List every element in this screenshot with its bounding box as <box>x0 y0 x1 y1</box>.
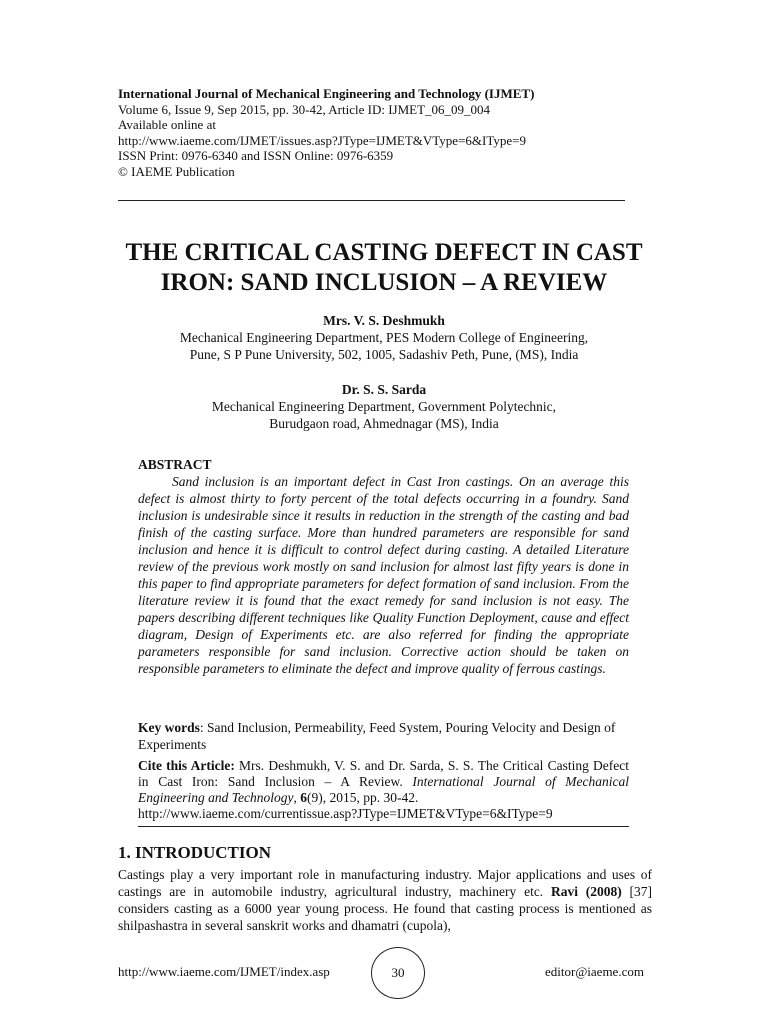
cite-volume: 6 <box>300 790 307 805</box>
journal-header <box>118 86 658 180</box>
section-heading: 1. INTRODUCTION <box>118 843 272 862</box>
author-affiliation: Burudgaon road, Ahmednagar (MS), India <box>269 416 499 431</box>
cite-url[interactable]: http://www.iaeme.com/currentissue.asp?JType=IJMET&VType=6&IType=9 <box>138 806 553 821</box>
paper-title: THE CRITICAL CASTING DEFECT IN CAST IRON: SAND INCLUSION – A REVIEW <box>125 239 643 296</box>
cite-sep: , <box>293 790 301 805</box>
journal-available: Available online at <box>118 117 216 133</box>
abstract-text: Sand inclusion is an important defect in Cast Iron castings. On an average this defect is almost thirty to forty percent of the total defects occurring in a foundry. Sand inclusion is undesirable since it results in reduction in the strength of the casting and bad finish of the casting surface. More than hundred parameters are responsible for sand inclusion and hence it is difficult to control defect during casting. A detailed Literature review of the previous work mostly on sand inclusion for almost last fifty years is done in this paper to find appropriate parameters for defect formation of sand inclusion. From the literature review it is found that the exact remedy for sand inclusion is not easy. The papers describing different techniques like Quality Function Deployment, cause and effect diagram, Design of Experiments etc. are also referred for finding the appropriate parameters responsible for sand inclusion. Corrective action should be taken on responsible parameters to eliminate the defect and improve quality of ferrous castings. <box>138 474 629 676</box>
journal-publisher: © IAEME Publication <box>118 163 235 179</box>
intro-text-before: Castings play a very important role in manufacturing industry. Major applications and uses of castings are in automobile industry, agricultural industry, machinery etc. <box>118 867 652 899</box>
intro-text-after: [37] considers casting as a 6000 year young process. He found that casting process is mentioned as shilpashastra in several sanskrit works and dhamatri (cupola), <box>118 884 652 933</box>
keywords <box>138 719 629 753</box>
cite-rest: (9), 2015, pp. 30-42. <box>306 790 419 805</box>
introduction-text <box>118 866 652 934</box>
abstract <box>138 456 629 677</box>
author-name: Dr. S. S. Sarda <box>341 382 427 397</box>
journal-volume: Volume 6, Issue 9, Sep 2015, pp. 30-42, Article ID: IJMET_06_09_004 <box>118 101 491 117</box>
cite-text: Mrs. Deshmukh, V. S. and Dr. Sarda, S. S. The Critical Casting Defect in Cast Iron: Sand Inclusion – A Review. <box>138 758 629 789</box>
citation-rule <box>138 826 629 827</box>
page-number: 30 <box>371 947 425 999</box>
author-name: Mrs. V. S. Deshmukh <box>323 313 445 328</box>
keywords-text: : Sand Inclusion, Permeability, Feed System, Pouring Velocity and Design of Experiments <box>138 720 616 752</box>
journal-issn: ISSN Print: 0976-6340 and ISSN Online: 0976-6359 <box>118 148 394 164</box>
journal-name: International Journal of Mechanical Engineering and Technology (IJMET) <box>118 86 535 101</box>
intro-ref-author: Ravi (2008) <box>550 884 622 899</box>
header-rule <box>118 200 625 201</box>
keywords-label: Key words <box>138 720 200 735</box>
footer-url[interactable]: http://www.iaeme.com/IJMET/index.asp <box>118 964 330 979</box>
footer-email[interactable]: editor@iaeme.com <box>545 964 644 979</box>
cite-label: Cite this Article: <box>138 758 235 773</box>
author-affiliation: Pune, S P Pune University, 502, 1005, Sadashiv Peth, Pune, (MS), India <box>189 347 579 362</box>
author-block-2 <box>100 381 668 432</box>
author-affiliation: Mechanical Engineering Department, PES Modern College of Engineering, <box>179 330 589 345</box>
abstract-heading: ABSTRACT <box>138 457 212 472</box>
citation <box>138 758 629 822</box>
author-block-1 <box>100 312 668 363</box>
cite-journal: International Journal of Mechanical Engineering and Technology <box>138 774 629 805</box>
journal-url[interactable]: http://www.iaeme.com/IJMET/issues.asp?JType=IJMET&VType=6&IType=9 <box>118 132 526 148</box>
author-affiliation: Mechanical Engineering Department, Government Polytechnic, <box>211 399 557 414</box>
